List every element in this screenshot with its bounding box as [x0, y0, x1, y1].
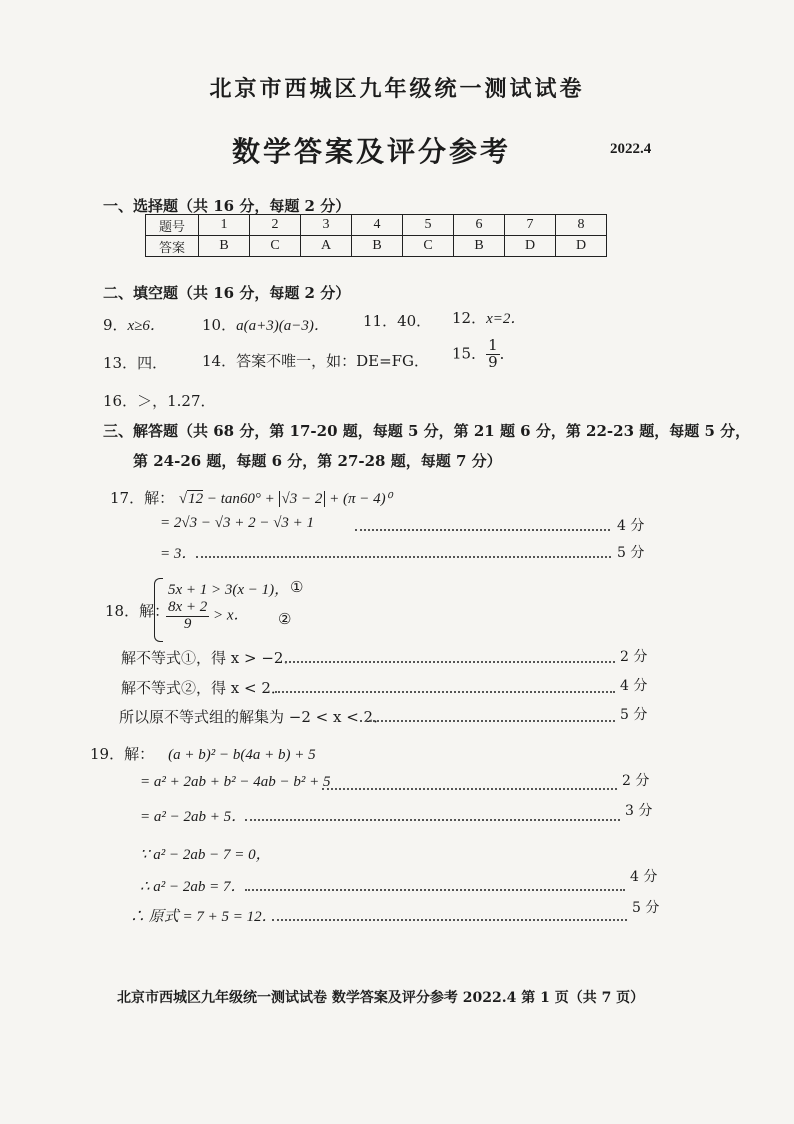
answer-q10 [202, 314, 329, 335]
question-number: 15． [452, 344, 487, 363]
choice-answer-table [145, 214, 607, 257]
table-cell: A [301, 236, 352, 257]
fraction [166, 600, 209, 633]
radicand: 12 [188, 491, 204, 507]
question-number: 9． [103, 316, 128, 334]
dotted-leader [322, 788, 617, 790]
answer-text: 四． [137, 354, 168, 372]
inequality-1: 5x + 1 > 3(x − 1)， [168, 582, 290, 598]
score-points: 4 分 [630, 869, 658, 885]
table-cell: C [403, 236, 454, 257]
solution-q19-line2: = a² − 2ab + 5． [140, 809, 247, 825]
solution-q17-line2: = 3． [160, 546, 197, 562]
answer-text: a(a+3)(a−3)． [236, 318, 329, 334]
table-cell: B [352, 236, 403, 257]
table-cell: 7 [505, 215, 556, 236]
table-cell: 6 [454, 215, 505, 236]
answer-q14 [202, 350, 429, 371]
table-cell: D [505, 236, 556, 257]
solution-q17-line0 [110, 487, 392, 508]
table-cell: C [250, 236, 301, 257]
table-cell: 8 [556, 215, 607, 236]
section-3-heading-line2: 第 24-26 题，每题 6 分，第 27-28 题，每题 7 分） [133, 452, 502, 470]
page-footer: 北京市西城区九年级统一测试试卷 数学答案及评分参考 2022.4 第 1 页（共 7 页） [117, 990, 645, 1006]
section-1-heading: 一、选择题（共 16 分，每题 2 分） [103, 197, 351, 215]
table-cell: 1 [199, 215, 250, 236]
section-3-heading-line1: 三、解答题（共 68 分，第 17-20 题，每题 5 分，第 21 题 6 分，第 22-23 题，每题 5 分， [103, 422, 751, 440]
table-header-cell: 答案 [146, 236, 199, 257]
question-number: 19． [90, 745, 125, 763]
table-cell: 5 [403, 215, 454, 236]
solution-q19-line4: ∴ a² − 2ab = 7． [140, 879, 246, 895]
dotted-leader [245, 889, 625, 891]
score-points: 5 分 [632, 900, 660, 916]
answer-q9 [103, 314, 165, 335]
dotted-leader [275, 691, 615, 693]
answer-q11 [363, 310, 431, 331]
fraction-denominator: 9 [488, 352, 498, 371]
math-expression: (a + b)² − b(4a + b) + 5 [168, 747, 316, 763]
table-row-answers [146, 236, 607, 257]
solution-q19-line0 [90, 743, 316, 764]
table-cell: D [556, 236, 607, 257]
inequality-2-mark: ② [278, 610, 292, 628]
math-expression: √12 − tan60° + √3 − 2 + (π − 4)⁰ [178, 491, 392, 507]
table-cell: 2 [250, 215, 301, 236]
exam-title: 北京市西城区九年级统一测试试卷 [209, 76, 585, 102]
answer-q13 [103, 352, 167, 373]
question-number: 16． [103, 392, 138, 410]
dotted-leader [360, 720, 615, 722]
table-cell: 4 [352, 215, 403, 236]
score-points: 2 分 [622, 773, 650, 789]
dotted-leader [196, 556, 611, 558]
answer-key-title: 数学答案及评分参考 [232, 135, 512, 168]
solution-q19-line1: = a² + 2ab + b² − 4ab − b² + 5 [140, 774, 331, 790]
answer-text: x=2． [486, 311, 526, 327]
question-number: 17． [110, 489, 145, 507]
solution-q18-line3: 所以原不等式组的解集为 −2 < x < 2． [119, 708, 389, 726]
absolute-value: √3 − 2 [279, 491, 326, 507]
dotted-leader [272, 919, 627, 921]
dotted-leader [355, 529, 610, 531]
exam-date: 2022.4 [610, 141, 652, 157]
solution-q19-line3: ∵ a² − 2ab − 7 = 0， [140, 847, 271, 863]
solution-q18-line1: 解不等式①，得 x > −2． [121, 649, 299, 667]
question-number: 18． [105, 602, 140, 620]
score-points: 5 分 [617, 545, 645, 561]
score-points: 5 分 [620, 707, 648, 723]
solution-label: 解： [139, 602, 170, 620]
fraction-denominator: 9 [183, 615, 192, 632]
inequality-2 [166, 600, 249, 633]
answer-q15 [452, 338, 515, 371]
table-row-questions [146, 215, 607, 236]
dotted-leader [285, 661, 615, 663]
table-cell: B [199, 236, 250, 257]
answer-q16 [103, 390, 216, 411]
answer-text: 答案不唯一，如：DE=FG． [236, 352, 430, 370]
dotted-leader [245, 819, 620, 821]
solution-label: 解： [124, 745, 155, 763]
question-number: 11． [363, 312, 398, 330]
question-number: 14． [202, 352, 237, 370]
section-2-heading: 二、填空题（共 16 分，每题 2 分） [103, 284, 351, 302]
expression-part: > x． [209, 607, 249, 624]
question-number: 10． [202, 316, 237, 334]
solution-q19-line5: ∴ 原式 = 7 + 5 = 12． [130, 909, 277, 925]
expression-part: + (π − 4)⁰ [325, 491, 392, 507]
table-cell: 3 [301, 215, 352, 236]
answer-text: 40． [397, 312, 432, 330]
fraction [486, 338, 500, 371]
fraction-numerator: 8x + 2 [168, 599, 208, 615]
expression-part: − tan60° + [203, 491, 279, 507]
system-brace [154, 578, 163, 642]
solution-q17-line1: = 2√3 − √3 + 2 − √3 + 1 [160, 515, 315, 531]
score-points: 3 分 [625, 803, 653, 819]
answer-text: ＞，1.27． [137, 392, 216, 410]
answer-end: ． [499, 344, 515, 363]
solution-label: 解： [144, 489, 175, 507]
score-points: 4 分 [617, 518, 645, 534]
table-header-cell: 题号 [146, 215, 199, 236]
question-number: 12． [452, 309, 487, 327]
answer-text: x≥6． [127, 318, 165, 334]
solution-q18-line2: 解不等式②，得 x < 2． [121, 679, 286, 697]
fraction-numerator: 1 [488, 336, 498, 354]
table-cell: B [454, 236, 505, 257]
score-points: 4 分 [620, 678, 648, 694]
answer-q12 [452, 307, 525, 328]
question-number: 13． [103, 354, 138, 372]
inequality-1-mark: ① [290, 578, 304, 596]
score-points: 2 分 [620, 649, 648, 665]
